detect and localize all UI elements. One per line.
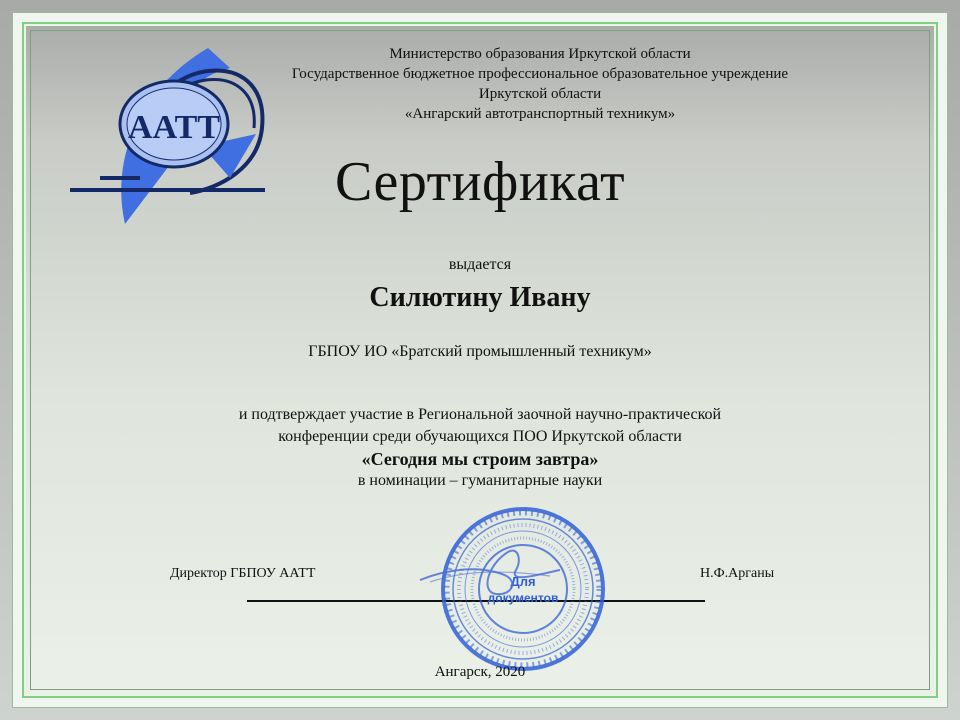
institution-line: Государственное бюджетное профессиональное образовательное учреждение xyxy=(291,66,789,82)
issuer-header xyxy=(240,44,840,124)
recipient-organization: ГБПОУ ИО «Братский промышленный техникум» xyxy=(308,343,652,360)
director-name: Н.Ф.Арганы xyxy=(700,566,775,581)
desc-line-1: и подтверждает участие в Региональной заочной научно-практической xyxy=(238,406,722,423)
director-signature xyxy=(410,540,570,610)
recipient-name: Силютину Ивану xyxy=(369,282,591,313)
svg-text:Для: Для xyxy=(510,574,536,589)
logo-text: AATT xyxy=(128,109,220,146)
certificate-title: Сертификат xyxy=(334,151,626,213)
nomination: в номинации – гуманитарные науки xyxy=(357,472,603,489)
college-line: «Ангарский автотранспортный техникум» xyxy=(404,106,676,122)
desc-line-2: конференции среди обучающихся ПОО Иркутской области xyxy=(278,428,682,445)
svg-text:документов: документов xyxy=(487,591,559,605)
region-line: Иркутской области xyxy=(478,86,602,102)
certificate-description xyxy=(0,404,960,492)
issued-label: выдается xyxy=(448,256,512,273)
director-label: Директор ГБПОУ ААТТ xyxy=(170,566,316,581)
place-and-year: Ангарск, 2020 xyxy=(434,664,526,680)
conference-theme: «Сегодня мы строим завтра» xyxy=(361,449,599,469)
ministry-line: Министерство образования Иркутской области xyxy=(389,46,691,62)
